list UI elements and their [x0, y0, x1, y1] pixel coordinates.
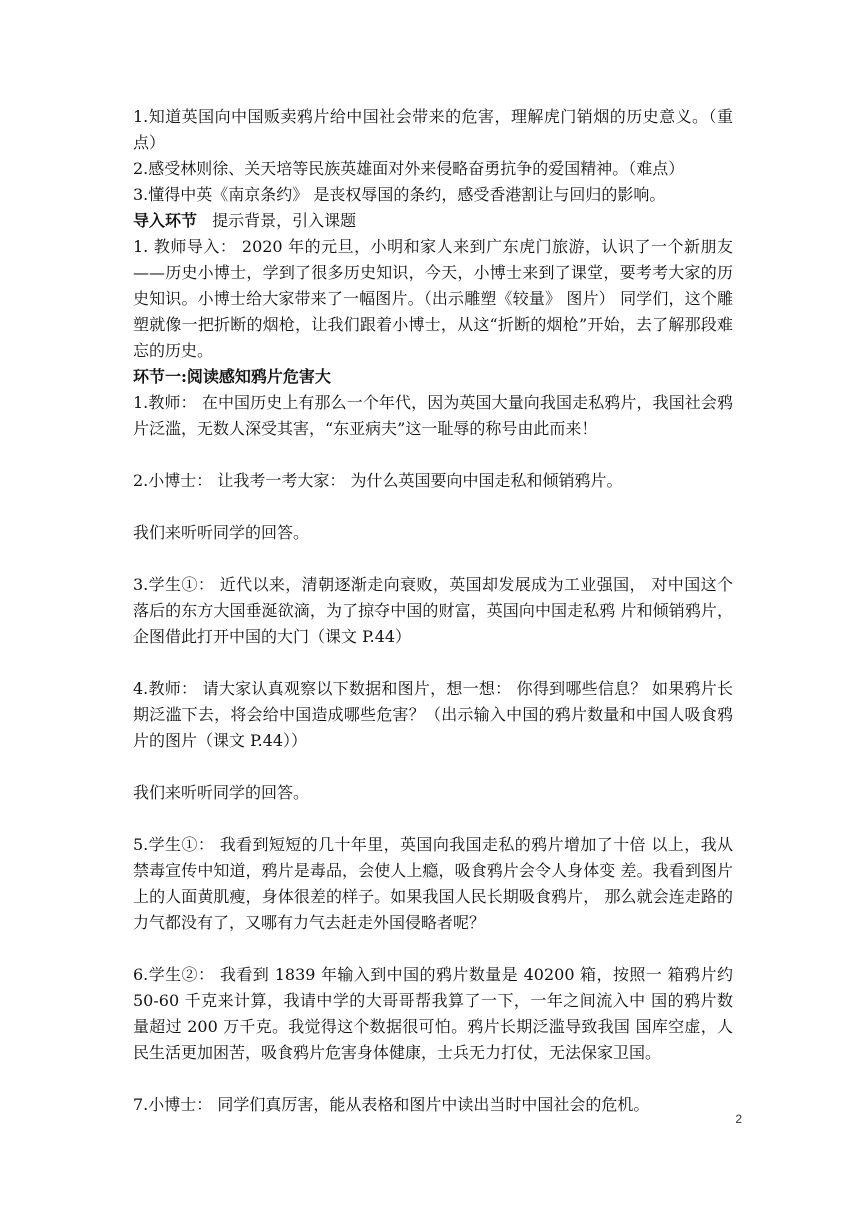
- document-page: [133, 104, 733, 1118]
- section1-paragraph-5: 4.教师： 请大家认真观察以下数据和图片，想一想： 你得到哪些信息？ 如果鸦片长期泛滥下去，将会给中国造成哪些危害？（出示输入中国的鸦片数量和中国人吸食鸦片的图片（课文 P.44））: [133, 679, 733, 750]
- section1-paragraph-8: 6.学生②： 我看到 1839 年输入到中国的鸦片数量是 40200 箱，按照一 箱鸦片约 50-60 千克来计算，我请中学的大哥哥帮我算了一下，一年之间流入中 国的鸦片数量超过 200 万千克。我觉得这个数据很可怕。鸦片长期泛滥导致我国 国库空虚，人民生活更加困苦，吸食鸦片危害身体健康，士兵无力打仗，无法保家卫国。: [133, 965, 733, 1062]
- section1-paragraph-9: 7.小博士： 同学们真厉害，能从表格和图片中读出当时中国社会的危机。: [133, 1095, 650, 1114]
- section1-paragraph-6: 我们来听听同学的回答。: [133, 783, 310, 802]
- intro-heading: 导入环节: [133, 211, 198, 230]
- intro-heading-row: [133, 208, 733, 234]
- section1-paragraph-7: 5.学生①： 我看到短短的几十年里，英国向我国走私的鸦片增加了十倍 以上，我从禁毒宣传中知道，鸦片是毒品，会使人上瘾，吸食鸦片会令人身体变 差。我看到图片上的人面黄肌瘦，身体很差的样子。如果我国人民长期吸食鸦片， 那么就会连走路的力气都没有了，又哪有力气去赶走外国侵略者呢？: [133, 835, 733, 932]
- intro-paragraph: 1. 教师导入： 2020 年的元旦，小明和家人来到广东虎门旅游，认识了一个新朋友——历史小博士，学到了很多历史知识，今天，小博士来到了课堂，要考考大家的历史知识。小博士给大家带来了一幅图片。（出示雕塑《较量》 图片） 同学们，这个雕塑就像一把折断的烟枪，让我们跟着小博士，从这“折断的烟枪”开始，去了解那段难忘的历史。: [133, 237, 733, 360]
- section1-paragraph-4: 3.学生①： 近代以来，清朝逐渐走向衰败，英国却发展成为工业强国， 对中国这个落后的东方大国垂涎欲滴，为了掠夺中国的财富，英国向中国走私鸦 片和倾销鸦片，企图借此打开中国的大门（课文 P.44）: [133, 575, 733, 646]
- section1-paragraph-1: 1.教师： 在中国历史上有那么一个年代，因为英国大量向我国走私鸦片，我国社会鸦片泛滥，无数人深受其害，“东亚病夫”这一耻辱的称号由此而来！: [133, 393, 733, 438]
- section1-heading: 环节一:阅读感知鸦片危害大: [133, 367, 331, 386]
- intro-subheading: 提示背景，引入课题: [207, 211, 357, 230]
- page-number: 2: [735, 1112, 742, 1126]
- objective-3: 3.懂得中英《南京条约》 是丧权辱国的条约，感受香港割让与回归的影响。: [133, 185, 666, 204]
- section1-paragraph-2: 2.小博士： 让我考一考大家： 为什么英国要向中国走私和倾销鸦片。: [133, 471, 623, 490]
- objective-1: 1.知道英国向中国贩卖鸦片给中国社会带来的危害，理解虎门销烟的历史意义。（重点）: [133, 107, 733, 152]
- section1-paragraph-3: 我们来听听同学的回答。: [133, 523, 310, 542]
- objective-2: 2.感受林则徐、关天培等民族英雄面对外来侵略奋勇抗争的爱国精神。（难点）: [133, 159, 685, 178]
